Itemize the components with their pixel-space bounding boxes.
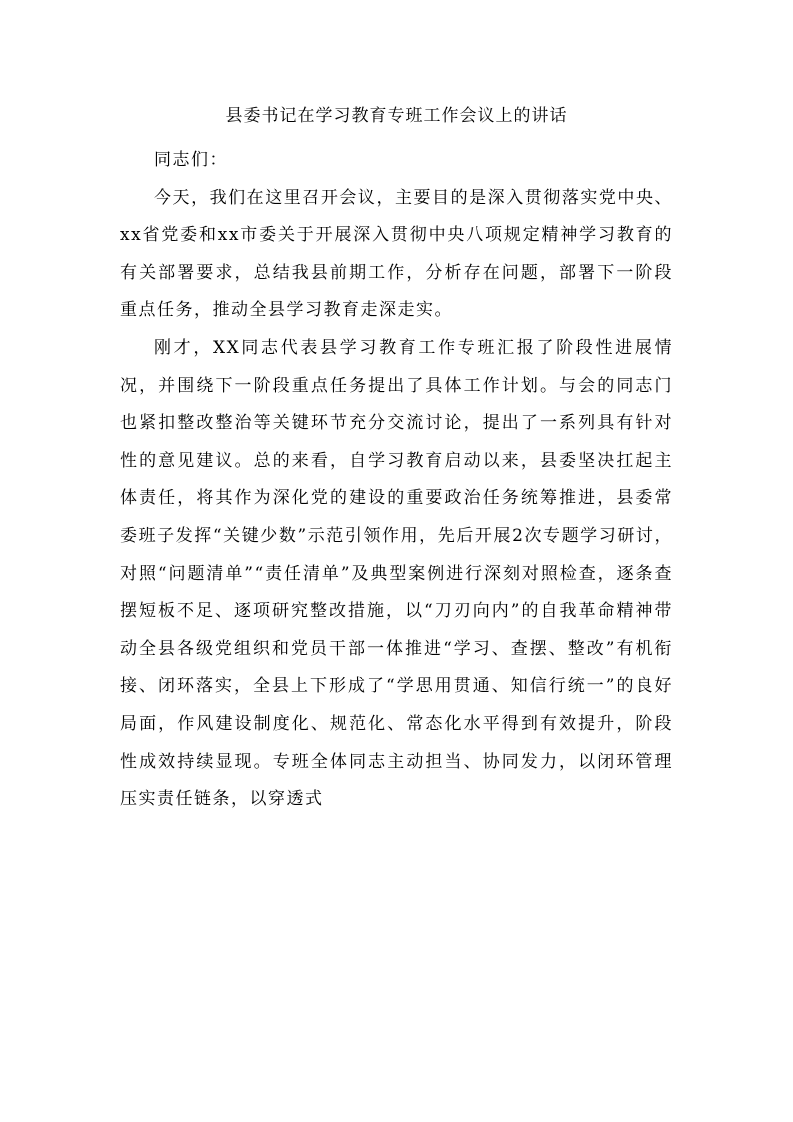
salutation: 同志们： <box>154 150 228 170</box>
paragraph-1: 今天，我们在这里召开会议，主要目的是深入贯彻落实党中央、xx省党委和xx市委关于开展深入贯彻中央八项规定精神学习教育的有关部署要求，总结我县前期工作，分析存在问题，部署下一阶段重点任务，推动全县学习教育走深走实。 <box>120 187 673 321</box>
paragraph-2: 刚才，XX同志代表县学习教育工作专班汇报了阶段性进展情况，并围绕下一阶段重点任务提出了具体工作计划。与会的同志门也紧扣整改整治等关键环节充分交流讨论，提出了一系列具有针对性的意见建议。总的来看，自学习教育启动以来，县委坚决扛起主体责任，将其作为深化党的建设的重要政治任务统筹推进，县委常委班子发挥“关键少数”示范引领作用，先后开展2次专题学习研讨，对照“问题清单”“责任清单”及典型案例进行深刻对照检查，逐条查摆短板不足、逐项研究整改措施，以“刀刃向内”的自我革命精神带动全县各级党组织和党员干部一体推进“学习、查摆、整改”有机衔接、闭环落实，全县上下形成了“学思用贯通、知信行统一”的良好局面，作风建设制度化、规范化、常态化水平得到有效提升，阶段性成效持续显现。专班全体同志主动担当、协同发力，以闭环管理压实责任链条，以穿透式 <box>120 337 673 810</box>
document-body <box>120 142 673 819</box>
document-title: 县委书记在学习教育专班工作会议上的讲话 <box>225 106 568 126</box>
